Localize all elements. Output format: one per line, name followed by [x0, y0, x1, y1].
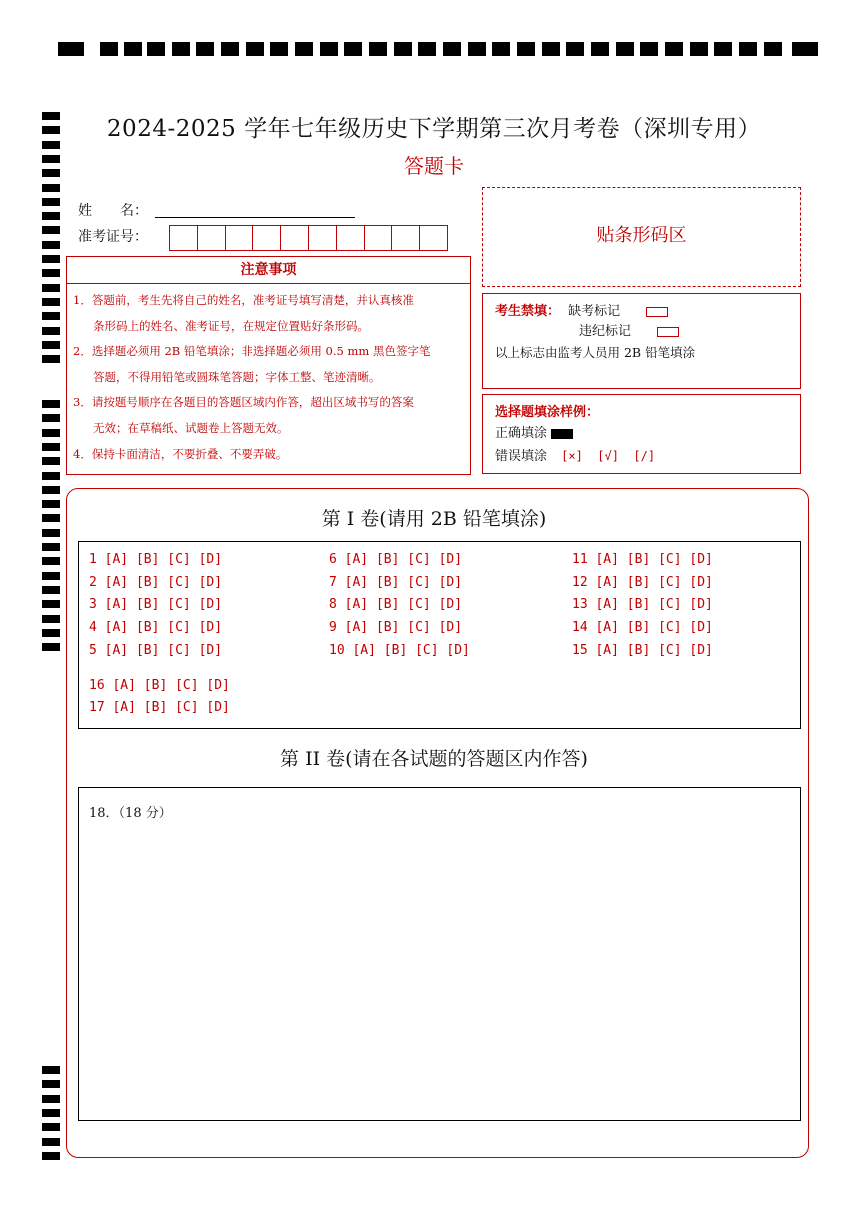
timing-mark [42, 198, 60, 206]
timing-mark [42, 486, 60, 494]
choice-question[interactable]: 2 [A] [B] [C] [D] [89, 574, 223, 590]
notice-title: 注意事项 [66, 256, 471, 284]
timing-mark [492, 42, 510, 56]
id-digit-box[interactable] [391, 225, 420, 251]
sample-head: 选择题填涂样例： [495, 405, 600, 420]
q18-answer-box[interactable] [78, 787, 801, 1121]
exam-id-boxes[interactable] [170, 225, 448, 251]
timing-mark [42, 1095, 60, 1103]
violation-label: 违纪标记 [579, 324, 632, 339]
choice-question[interactable]: 1 [A] [B] [C] [D] [89, 552, 223, 567]
wrong-marks: [×] [√] [/] [561, 449, 656, 463]
timing-mark [764, 42, 782, 56]
timing-mark [100, 42, 118, 56]
id-digit-box[interactable] [197, 225, 226, 251]
timing-mark [714, 42, 732, 56]
choice-question[interactable]: 5 [A] [B] [C] [D] [89, 642, 223, 658]
timing-mark [42, 414, 60, 422]
timing-mark [42, 643, 60, 651]
forbidden-note: 以上标志由监考人员用 2B 铅笔填涂 [495, 345, 696, 360]
timing-mark [221, 42, 239, 56]
violation-mark-box[interactable] [657, 327, 679, 337]
timing-mark [42, 629, 60, 637]
id-digit-box[interactable] [252, 225, 281, 251]
timing-mark [42, 543, 60, 551]
fill-sample-box [482, 394, 801, 474]
left-timing-marks-lower [42, 1066, 60, 1166]
forbidden-box [482, 293, 801, 389]
correct-label: 正确填涂 [495, 426, 548, 441]
timing-mark [42, 429, 60, 437]
notice-item: 答题，不得用铅笔或圆珠笔答题；字体工整、笔迹清晰。 [93, 369, 381, 384]
timing-mark [739, 42, 757, 56]
id-digit-box[interactable] [169, 225, 198, 251]
timing-mark [42, 457, 60, 465]
timing-mark [42, 312, 60, 320]
timing-mark [344, 42, 362, 56]
timing-mark [270, 42, 288, 56]
section1-title: 第 I 卷(请用 2B 铅笔填涂) [321, 508, 547, 530]
notice-item: 1．答题前，考生先将自己的姓名，准考证号填写清楚，并认真核准 [73, 293, 414, 307]
timing-mark [42, 600, 60, 608]
timing-mark [591, 42, 609, 56]
notice-item: 3．请按题号顺序在各题目的答题区域内作答，超出区域书写的答案 [73, 395, 414, 410]
timing-mark [792, 42, 818, 56]
timing-mark [566, 42, 584, 56]
timing-mark [517, 42, 535, 56]
id-digit-box[interactable] [280, 225, 309, 251]
choice-question[interactable]: 13 [A] [B] [C] [D] [572, 597, 713, 612]
timing-mark [42, 586, 60, 594]
timing-mark [42, 443, 60, 451]
timing-mark [42, 472, 60, 480]
timing-mark [42, 226, 60, 234]
timing-mark [172, 42, 190, 56]
id-digit-box[interactable] [225, 225, 254, 251]
timing-mark [42, 341, 60, 349]
timing-mark [196, 42, 214, 56]
timing-mark [42, 1066, 60, 1074]
timing-mark [616, 42, 634, 56]
absent-label: 缺考标记 [568, 304, 621, 319]
choice-grid [78, 541, 801, 729]
choice-question[interactable]: 4 [A] [B] [C] [D] [89, 620, 223, 635]
choice-question[interactable]: 8 [A] [B] [C] [D] [329, 597, 463, 612]
timing-mark [295, 42, 313, 56]
page-title: 2024-2025 学年七年级历史下学期第三次月考卷（深圳专用） [106, 116, 762, 142]
timing-mark [418, 42, 436, 56]
timing-mark [42, 557, 60, 565]
id-digit-box[interactable] [308, 225, 337, 251]
timing-mark [42, 269, 60, 277]
absent-mark-box[interactable] [646, 307, 668, 317]
timing-mark [42, 1123, 60, 1131]
choice-question[interactable]: 11 [A] [B] [C] [D] [572, 552, 713, 567]
timing-mark [42, 1138, 60, 1146]
notice-item: 无效；在草稿纸、试题卷上答题无效。 [93, 420, 289, 435]
timing-mark [42, 184, 60, 192]
choice-question[interactable]: 10 [A] [B] [C] [D] [329, 642, 470, 658]
id-digit-box[interactable] [419, 225, 448, 251]
timing-mark [369, 42, 387, 56]
choice-question[interactable]: 6 [A] [B] [C] [D] [329, 552, 463, 567]
choice-question[interactable]: 15 [A] [B] [C] [D] [572, 642, 713, 658]
timing-mark [42, 298, 60, 306]
timing-mark [42, 255, 60, 263]
name-label: 姓 名： [78, 203, 148, 219]
timing-mark [58, 42, 84, 56]
id-digit-box[interactable] [364, 225, 393, 251]
timing-mark [246, 42, 264, 56]
id-digit-box[interactable] [336, 225, 365, 251]
timing-mark [42, 572, 60, 580]
choice-question[interactable]: 17 [A] [B] [C] [D] [89, 700, 230, 715]
wrong-label: 错误填涂 [495, 449, 548, 464]
timing-mark [42, 1152, 60, 1160]
choice-question[interactable]: 7 [A] [B] [C] [D] [329, 574, 463, 590]
timing-mark [42, 327, 60, 335]
page-subtitle: 答题卡 [404, 154, 464, 178]
section2-title: 第 II 卷(请在各试题的答题区内作答) [280, 748, 588, 770]
timing-mark [42, 615, 60, 623]
timing-mark [42, 241, 60, 249]
timing-mark [665, 42, 683, 56]
timing-mark [42, 355, 60, 363]
barcode-area: 贴条形码区 [482, 187, 801, 287]
timing-mark [42, 1080, 60, 1088]
timing-mark [394, 42, 412, 56]
notice-item: 2．选择题必须用 2B 铅笔填涂；非选择题必须用 0.5 mm 黑色签字笔 [73, 344, 431, 359]
q18-label: 18．（18 分） [89, 806, 172, 821]
timing-mark [147, 42, 165, 56]
top-timing-marks [58, 42, 818, 56]
choice-question[interactable]: 14 [A] [B] [C] [D] [572, 620, 713, 635]
timing-mark [542, 42, 560, 56]
timing-mark [320, 42, 338, 56]
timing-mark [124, 42, 142, 56]
forbidden-head: 考生禁填： [495, 304, 561, 319]
timing-mark [42, 212, 60, 220]
timing-mark [42, 284, 60, 292]
id-label: 准考证号： [78, 229, 148, 245]
choice-question[interactable]: 16 [A] [B] [C] [D] [89, 678, 230, 693]
choice-question[interactable]: 12 [A] [B] [C] [D] [572, 574, 713, 590]
timing-mark [690, 42, 708, 56]
timing-mark [640, 42, 658, 56]
timing-mark [468, 42, 486, 56]
name-field[interactable] [155, 217, 355, 218]
choice-question[interactable]: 3 [A] [B] [C] [D] [89, 597, 223, 612]
timing-mark [42, 1109, 60, 1117]
timing-mark [42, 400, 60, 408]
choice-question[interactable]: 9 [A] [B] [C] [D] [329, 620, 463, 635]
timing-mark [443, 42, 461, 56]
notice-body [66, 284, 471, 475]
notice-item: 条形码上的姓名、准考证号，在规定位置贴好条形码。 [93, 318, 369, 333]
notice-item: 4．保持卡面清洁，不要折叠、不要弄破。 [73, 446, 288, 461]
correct-fill-sample [551, 429, 573, 439]
